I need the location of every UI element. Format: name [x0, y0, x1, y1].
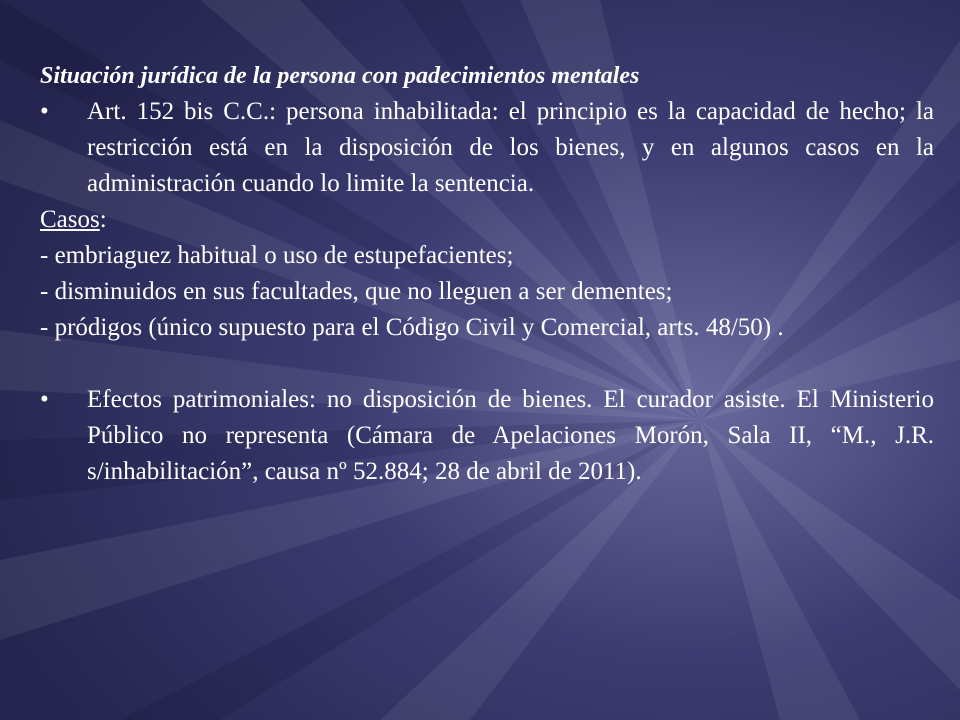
case-item-disminuidos: - disminuidos en sus facultades, que no lleguen a ser dementes;: [40, 278, 673, 305]
case-item-prodigos: - pródigos (único supuesto para el Código Civil y Comercial, arts. 48/50) .: [40, 314, 784, 341]
slide-title: Situación jurídica de la persona con padecimientos mentales: [40, 63, 640, 89]
cases-label: Casos: [40, 206, 100, 233]
bullet-item-efectos: [40, 382, 934, 490]
cases-colon: :: [99, 206, 107, 233]
bullet-item-inhabilitada: [40, 94, 934, 202]
spacer: [40, 346, 934, 382]
bullet-marker: •: [40, 98, 49, 125]
case-item-embriaguez: - embriaguez habitual o uso de estupefacientes;: [40, 242, 514, 269]
bullet-text: Efectos patrimoniales: no disposición de bienes. El curador asiste. El Ministerio Público no representa (Cámara de Apelaciones Morón, Sala II, “M., J.R. s/inhabilitación”, causa nº 52.884; 28 de abril de 2011).: [87, 386, 934, 485]
bullet-text: Art. 152 bis C.C.: persona inhabilitada: el principio es la capacidad de hecho; la restricción está en la disposición de los bienes, y en algunos casos en la administración cuando lo limite la sentencia.: [87, 98, 934, 197]
bullet-marker: •: [40, 386, 49, 413]
slide-content: [40, 58, 934, 490]
cases-heading: [40, 202, 934, 238]
